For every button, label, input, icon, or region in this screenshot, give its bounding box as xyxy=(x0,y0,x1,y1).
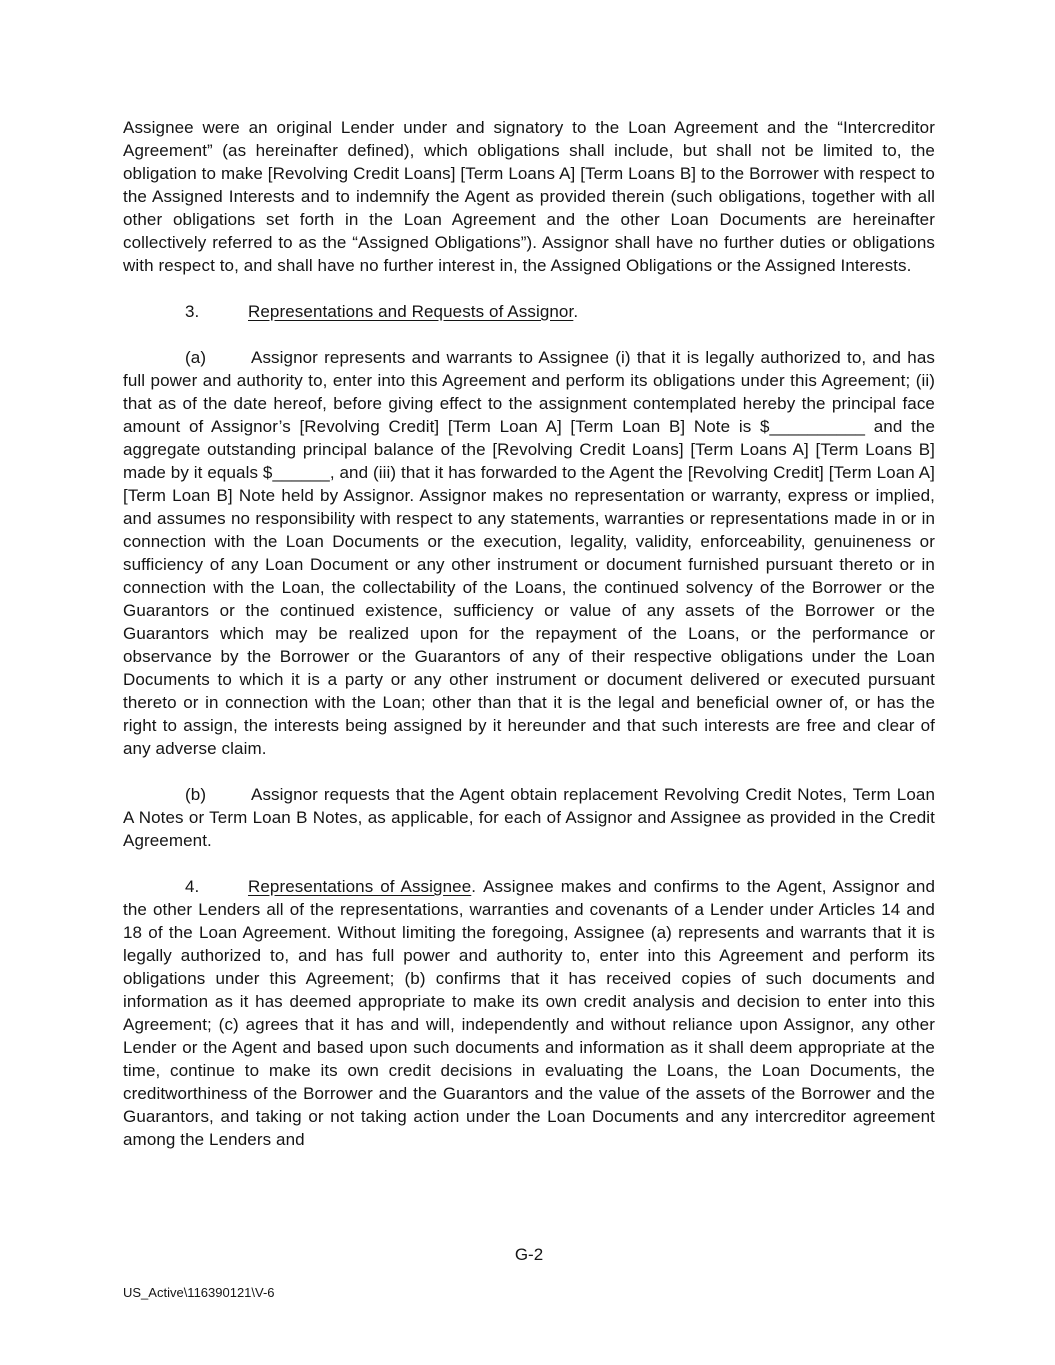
section-3-number: 3. xyxy=(185,302,200,321)
paragraph-intro: Assignee were an original Lender under and signatory to the Loan Agreement and the “Intercreditor Agreement” (as hereinafter defined), which obligations shall include, but shall not be limited to, the obligation to make [Revolving Credit Loans] [Term Loans A] [Term Loans B] to the Borrower with respect to the Assigned Interests and to indemnify the Agent as provided therein (such obligations, together with all other obligations set forth in the Loan Agreement and the other Loan Documents are hereinafter collectively referred to as the “Assigned Obligations”). Assignor shall have no further duties or obligations with respect to, and shall have no further interest in, the Assigned Obligations or the Assigned Interests. xyxy=(123,118,935,275)
section-4-title: Representations of Assignee xyxy=(248,877,472,896)
paragraph-a-text: Assignor represents and warrants to Assignee (i) that it is legally authorized to, and has full power and authority to, enter into this Agreement and perform its obligations under this Agreement; (ii) that as of the date hereof, before giving effect to the assignment contemplated hereby the principal face amount of Assignor’s [Revolving Credit] [Term Loan A] [Term Loan B] Note is $__________ and the aggregate outstanding principal balance of the [Revolving Credit Loans] [Term Loans A] [Term Loans B] made by it equals $______, and (iii) that it has forwarded to the Agent the [Revolving Credit] [Term Loan A] [Term Loan B] Note held by Assignor. Assignor makes no representation or warranty, express or implied, and assumes no responsibility with respect to any statements, warranties or representations made in or in connection with the Loan Documents or the execution, legality, validity, enforceability, genuineness or sufficiency of any Loan Document or any other instrument or document furnished pursuant thereto or in connection with the Loan, the collectability of the Loans, the continued solvency of the Borrower or the Guarantors or the continued existence, sufficiency or value of any assets of the Borrower or the Guarantors which may be realized upon for the repayment of the Loans, or the performance or observance by the Borrower or the Guarantors of any of their respective obligations under the Loan Documents to which it is a party or any other instrument or document delivered or executed pursuant thereto or in connection with the Loan; other than that it is the legal and beneficial owner of, or has the right to assign, the interests being assigned by it hereunder and that such interests are free and clear of any adverse claim. xyxy=(123,348,935,758)
section-4-text: Assignee makes and confirms to the Agent, Assignor and the other Lenders all of the representations, warranties and covenants of a Lender under Articles 14 and 18 of the Loan Agreement. Without limiting the foregoing, Assignee (a) represents and warrants that it is legally authorized to, and has full power and authority to, enter into this Agreement and perform its obligations under this Agreement; (b) confirms that it has received copies of such documents and information as it has deemed appropriate to make its own credit analysis and decision to enter into this Agreement; (c) agrees that it has and will, independently and without reliance upon Assignor, any other Lender or the Agent and based upon such documents and information as it shall deem appropriate at the time, continue to make its own credit decisions in evaluating the Loans, the Loan Documents, the creditworthiness of the Borrower and the Guarantors and the value of the assets of the Borrower and the Guarantors, and taking or not taking action under the Loan Documents and any intercreditor agreement among the Lenders and xyxy=(123,877,936,1149)
section-4-paragraph xyxy=(123,875,935,1151)
paragraph-a-label: (a) xyxy=(185,348,207,367)
document-body xyxy=(123,116,935,1174)
section-3-heading-line xyxy=(123,300,935,323)
paragraph-b xyxy=(123,783,935,852)
paragraph-a xyxy=(123,346,935,760)
paragraph-b-label: (b) xyxy=(185,785,207,804)
paragraph-b-text: Assignor requests that the Agent obtain replacement Revolving Credit Notes, Term Loan A Notes or Term Loan B Notes, as applicable, for each of Assignor and Assignee as provided in the Credit Agreement. xyxy=(123,785,935,850)
document-id-stamp: US_Active\116390121\V-6 xyxy=(123,1285,275,1300)
page-number: G-2 xyxy=(514,1245,544,1264)
section-4-number: 4. xyxy=(185,877,200,896)
section-3-title: Representations and Requests of Assignor xyxy=(248,302,574,321)
section-4-period: . xyxy=(471,877,477,896)
section-3-period: . xyxy=(573,302,579,321)
